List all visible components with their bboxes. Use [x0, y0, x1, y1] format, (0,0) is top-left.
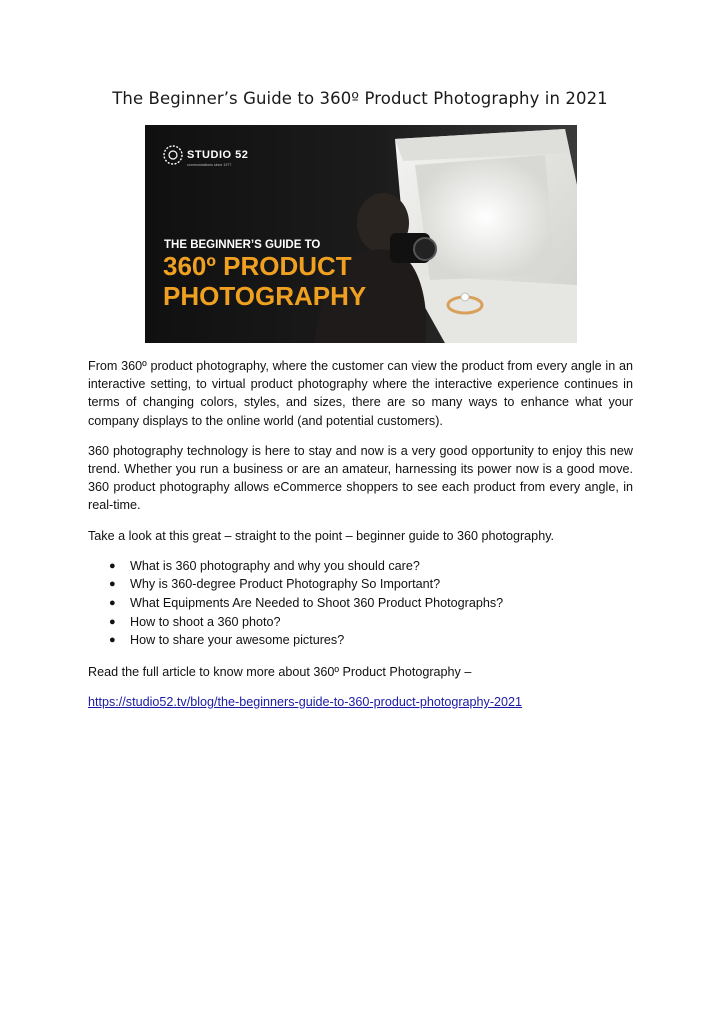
list-item: ● What Equipments Are Needed to Shoot 360 Product Photographs? — [88, 594, 633, 613]
banner-heading-line3: PHOTOGRAPHY — [163, 281, 367, 311]
bullet-icon: ● — [109, 634, 116, 647]
document-title: The Beginner’s Guide to 360º Product Photography in 2021 — [112, 89, 608, 108]
bullet-icon: ● — [109, 578, 116, 591]
banner-heading-line2: 360º PRODUCT — [163, 251, 352, 281]
list-item: ● What is 360 photography and why you should care? — [88, 557, 633, 576]
list-item: ● How to share your awesome pictures? — [88, 631, 633, 650]
bullet-icon: ● — [109, 615, 116, 628]
banner-image — [145, 125, 577, 343]
article-body — [88, 357, 633, 723]
list-item: ● Why is 360-degree Product Photography So Important? — [88, 575, 633, 594]
banner-logo-tagline: communications since 1977 — [187, 163, 232, 167]
paragraph-technology: 360 photography technology is here to stay and now is a very good opportunity to enjoy this new trend. Whether you run a business or are an amateur, harnessing its power now is a good move. 360 product photography allows eCommerce shoppers to see each product from every angle, in real-time. — [88, 443, 633, 513]
paragraph-read-more: Read the full article to know more about 360º Product Photography – — [88, 664, 472, 679]
banner-heading-line1: THE BEGINNER’S GUIDE TO — [164, 239, 321, 251]
article-link[interactable]: https://studio52.tv/blog/the-beginners-guide-to-360-product-photography-2021 — [88, 695, 523, 709]
banner-logo-name: STUDIO 52 — [187, 149, 249, 161]
list-item: ● How to shoot a 360 photo? — [88, 613, 633, 632]
link-paragraph — [88, 693, 633, 711]
paragraph-lead-in: Take a look at this great – straight to the point – beginner guide to 360 photography. — [88, 528, 555, 543]
bullet-icon: ● — [109, 597, 116, 610]
bullet-icon: ● — [109, 559, 116, 572]
paragraph-intro: From 360º product photography, where the customer can view the product from every angle in an interactive setting, to virtual product photography where the interactive experience continues in terms of changing colors, styles, and sizes, there are so many ways to enhance what your company displays to the online world (and potential customers). — [88, 359, 633, 428]
topics-list — [88, 557, 633, 650]
